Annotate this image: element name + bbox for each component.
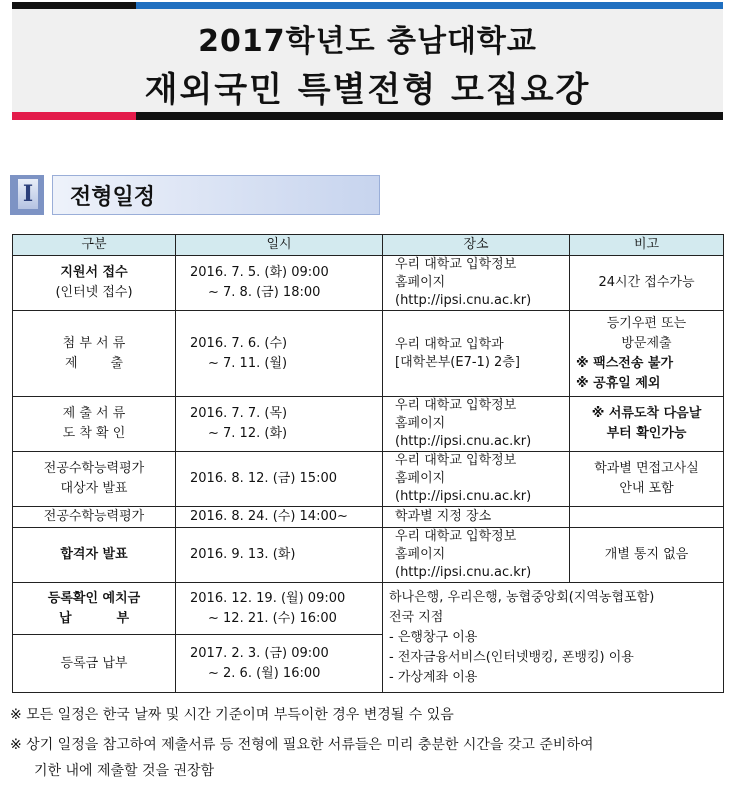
datetime-start: 2016. 12. 19. (월) 09:00 bbox=[190, 590, 346, 606]
table-row bbox=[13, 528, 724, 583]
datetime-start: 2016. 7. 7. (목) bbox=[190, 406, 288, 421]
cell-category bbox=[13, 311, 176, 397]
cell-datetime bbox=[176, 256, 383, 311]
category-char: 제 bbox=[65, 355, 78, 371]
location-line: 홈페이지 bbox=[395, 471, 446, 486]
cell-location: 학과별 지정 장소 bbox=[383, 507, 570, 528]
header-datetime: 일시 bbox=[176, 235, 383, 256]
cell-category: 합격자 발표 bbox=[13, 528, 176, 583]
location-line: - 은행창구 이용 bbox=[389, 629, 478, 645]
location-line: [대학본부(E7-1) 2층] bbox=[395, 354, 520, 370]
remarks-line: 안내 포함 bbox=[619, 481, 674, 496]
section-number: I bbox=[18, 179, 38, 209]
remarks-line: 학과별 면접고사실 bbox=[594, 461, 699, 476]
document-header bbox=[12, 2, 723, 119]
header-bottom-bar bbox=[12, 112, 723, 120]
cell-payment-location bbox=[383, 583, 724, 693]
category-justified bbox=[19, 609, 169, 629]
remarks-line: 부터 확인가능 bbox=[606, 426, 687, 441]
location-line: 우리 대학교 입학정보 bbox=[395, 257, 517, 272]
table-row bbox=[13, 452, 724, 507]
header-top-bar bbox=[12, 2, 723, 9]
location-line: 홈페이지 bbox=[395, 275, 446, 290]
category-text: 전공수학능력평가 bbox=[43, 461, 145, 476]
remarks-warning: ※ 공휴일 제외 bbox=[576, 375, 661, 391]
category-text: 제 출 서 류 bbox=[62, 406, 126, 421]
category-char: 부 bbox=[116, 610, 129, 626]
datetime-start: 2017. 2. 3. (금) 09:00 bbox=[190, 645, 329, 661]
footnote-2a: ※ 상기 일정을 참고하여 제출서류 등 전형에 필요한 서류들은 미리 충분한 시간을 갖고 준비하여 bbox=[10, 737, 594, 753]
category-text: 도 착 확 인 bbox=[62, 426, 126, 441]
location-line: 홈페이지 bbox=[395, 547, 446, 562]
section-heading bbox=[10, 175, 380, 215]
table-row bbox=[13, 507, 724, 528]
header-category: 구분 bbox=[13, 235, 176, 256]
category-justified bbox=[19, 354, 169, 374]
header-location: 장소 bbox=[383, 235, 570, 256]
location-line: 하나은행, 우리은행, 농협중앙회(지역농협포함) bbox=[389, 589, 655, 605]
cell-remarks: 24시간 접수가능 bbox=[570, 256, 724, 311]
datetime-end: ~ 12. 21. (수) 16:00 bbox=[208, 610, 337, 626]
remarks-warning: ※ 팩스전송 불가 bbox=[576, 355, 674, 371]
location-url: (http://ipsi.cnu.ac.kr) bbox=[395, 489, 532, 504]
cell-category: 전공수학능력평가 bbox=[13, 507, 176, 528]
header-remarks: 비고 bbox=[570, 235, 724, 256]
cell-location bbox=[383, 311, 570, 397]
datetime-start: 2016. 7. 5. (화) 09:00 bbox=[190, 265, 329, 280]
section-number-box bbox=[10, 175, 44, 215]
cell-location bbox=[383, 256, 570, 311]
location-line: - 가상계좌 이용 bbox=[389, 669, 478, 685]
schedule-table bbox=[12, 234, 724, 693]
cell-remarks bbox=[570, 452, 724, 507]
cell-remarks bbox=[570, 507, 724, 528]
cell-category bbox=[13, 583, 176, 635]
datetime-end: ~ 2. 6. (월) 16:00 bbox=[208, 665, 321, 681]
cell-category bbox=[13, 452, 176, 507]
location-line: 우리 대학교 입학과 bbox=[395, 336, 504, 352]
location-url: (http://ipsi.cnu.ac.kr) bbox=[395, 293, 532, 308]
location-line: - 전자금융서비스(인터넷뱅킹, 폰뱅킹) 이용 bbox=[389, 649, 634, 665]
table-header-row bbox=[13, 235, 724, 256]
table-row bbox=[13, 397, 724, 452]
cell-location bbox=[383, 397, 570, 452]
remarks-line: 등기우편 또는 bbox=[606, 315, 687, 331]
location-line: 홈페이지 bbox=[395, 416, 446, 431]
category-char: 출 bbox=[110, 355, 123, 371]
location-line: 우리 대학교 입학정보 bbox=[395, 398, 517, 413]
cell-category bbox=[13, 397, 176, 452]
location-url: (http://ipsi.cnu.ac.kr) bbox=[395, 565, 532, 580]
cell-category bbox=[13, 256, 176, 311]
datetime-end: ~ 7. 12. (화) bbox=[208, 426, 288, 441]
cell-category: 등록금 납부 bbox=[13, 635, 176, 693]
location-line: 우리 대학교 입학정보 bbox=[395, 529, 517, 544]
cell-datetime: 2016. 9. 13. (화) bbox=[176, 528, 383, 583]
cell-datetime: 2016. 8. 24. (수) 14:00~ bbox=[176, 507, 383, 528]
category-text: 첨 부 서 류 bbox=[62, 335, 126, 351]
table-row bbox=[13, 311, 724, 397]
category-sub: (인터넷 접수) bbox=[55, 285, 133, 300]
remarks-line: 방문제출 bbox=[621, 335, 672, 351]
cell-location bbox=[383, 528, 570, 583]
table-row bbox=[13, 583, 724, 635]
datetime-end: ~ 7. 8. (금) 18:00 bbox=[208, 285, 321, 300]
section-title: 전형일정 bbox=[70, 185, 156, 210]
cell-datetime bbox=[176, 311, 383, 397]
footnote-1: ※ 모든 일정은 한국 날짜 및 시간 기준이며 부득이한 경우 변경될 수 있음 bbox=[10, 707, 454, 723]
cell-datetime bbox=[176, 635, 383, 693]
cell-location bbox=[383, 452, 570, 507]
remarks-line: ※ 서류도착 다음날 bbox=[591, 406, 702, 421]
cell-datetime bbox=[176, 583, 383, 635]
datetime-start: 2016. 7. 6. (수) bbox=[190, 335, 288, 351]
cell-remarks bbox=[570, 397, 724, 452]
cell-datetime bbox=[176, 397, 383, 452]
category-text: 대상자 발표 bbox=[60, 481, 128, 496]
location-line: 우리 대학교 입학정보 bbox=[395, 453, 517, 468]
cell-datetime: 2016. 8. 12. (금) 15:00 bbox=[176, 452, 383, 507]
category-char: 납 bbox=[59, 610, 72, 626]
header-title-line1: 2017학년도 충남대학교 bbox=[198, 24, 537, 59]
category-text: 등록확인 예치금 bbox=[47, 590, 141, 606]
header-title-line2: 재외국민 특별전형 모집요강 bbox=[144, 70, 591, 110]
datetime-end: ~ 7. 11. (월) bbox=[208, 355, 288, 371]
footnote-2b: 기한 내에 제출할 것을 권장함 bbox=[34, 763, 215, 779]
category-text: 지원서 접수 bbox=[60, 265, 128, 280]
cell-remarks bbox=[570, 311, 724, 397]
cell-remarks: 개별 통지 없음 bbox=[570, 528, 724, 583]
location-line: 전국 지점 bbox=[389, 609, 444, 625]
location-url: (http://ipsi.cnu.ac.kr) bbox=[395, 434, 532, 449]
table-row bbox=[13, 256, 724, 311]
